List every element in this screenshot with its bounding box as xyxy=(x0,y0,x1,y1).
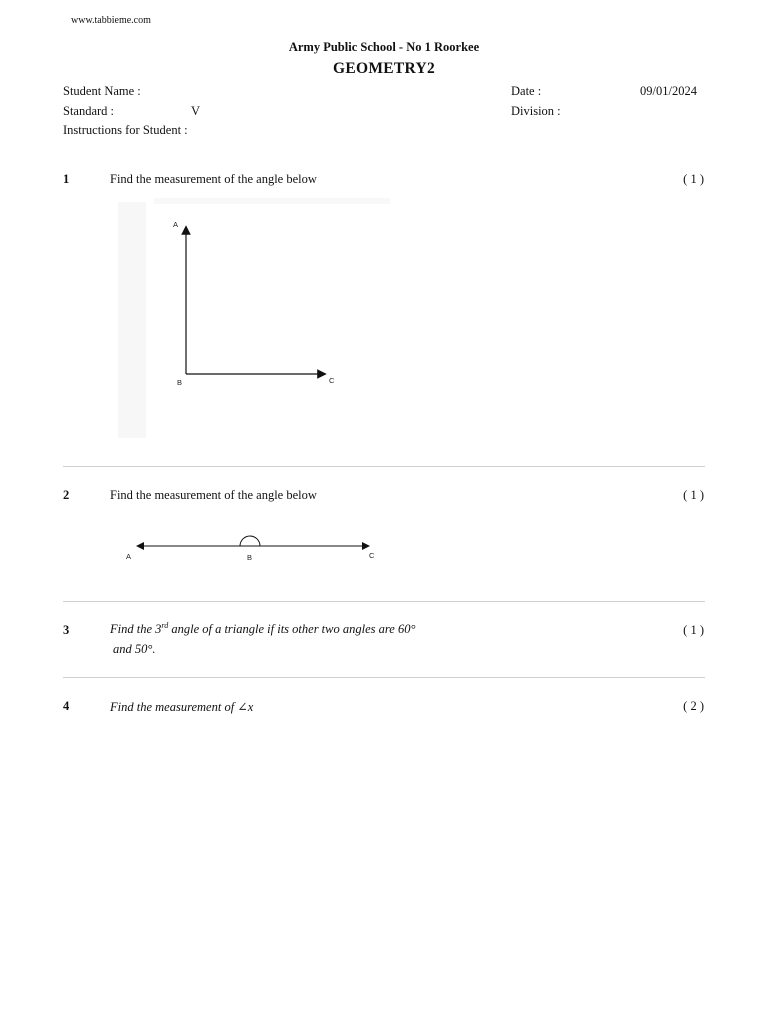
student-name-label: Student Name : xyxy=(63,84,141,98)
standard-value: V xyxy=(191,104,201,118)
question-divider xyxy=(63,466,705,467)
point-label-a: A xyxy=(126,552,132,561)
question-divider xyxy=(63,677,705,678)
straight-angle-diagram xyxy=(110,528,400,568)
date-label: Date : xyxy=(511,84,542,98)
question-number: 3 xyxy=(63,623,70,637)
question-marks: ( 1 ) xyxy=(683,488,704,502)
instructions-label: Instructions for Student : xyxy=(63,123,188,137)
angle-arc xyxy=(240,536,260,546)
superscript: rd xyxy=(161,621,169,630)
question-marks: ( 2 ) xyxy=(683,699,704,713)
question-number: 2 xyxy=(63,488,70,502)
point-label-c: C xyxy=(329,376,335,385)
question-number: 1 xyxy=(63,172,70,186)
question-text: Find the 3rd angle of a triangle if its other two angles are 60° xyxy=(110,621,416,636)
school-name: Army Public School - No 1 Roorkee xyxy=(288,40,480,54)
question-marks: ( 1 ) xyxy=(683,623,704,637)
division-label: Division : xyxy=(511,104,561,118)
website-url: www.tabbieme.com xyxy=(71,15,151,26)
question-divider xyxy=(63,601,705,602)
date-value: 09/01/2024 xyxy=(640,84,697,98)
question-number: 4 xyxy=(63,699,70,713)
paper-title: GEOMETRY2 xyxy=(332,60,436,77)
right-angle-diagram xyxy=(110,190,400,450)
question-text-line2: and 50°. xyxy=(113,642,156,656)
point-label-b: B xyxy=(177,378,183,387)
standard-label: Standard : xyxy=(63,104,115,118)
question-text: Find the measurement of the angle below xyxy=(110,172,317,186)
point-label-b: B xyxy=(247,553,253,562)
point-label-a: A xyxy=(173,220,179,229)
question-text: Find the measurement of the angle below xyxy=(110,488,317,502)
point-label-c: C xyxy=(369,551,375,560)
question-text: Find the measurement of ∠x xyxy=(110,700,254,714)
question-marks: ( 1 ) xyxy=(683,172,704,186)
